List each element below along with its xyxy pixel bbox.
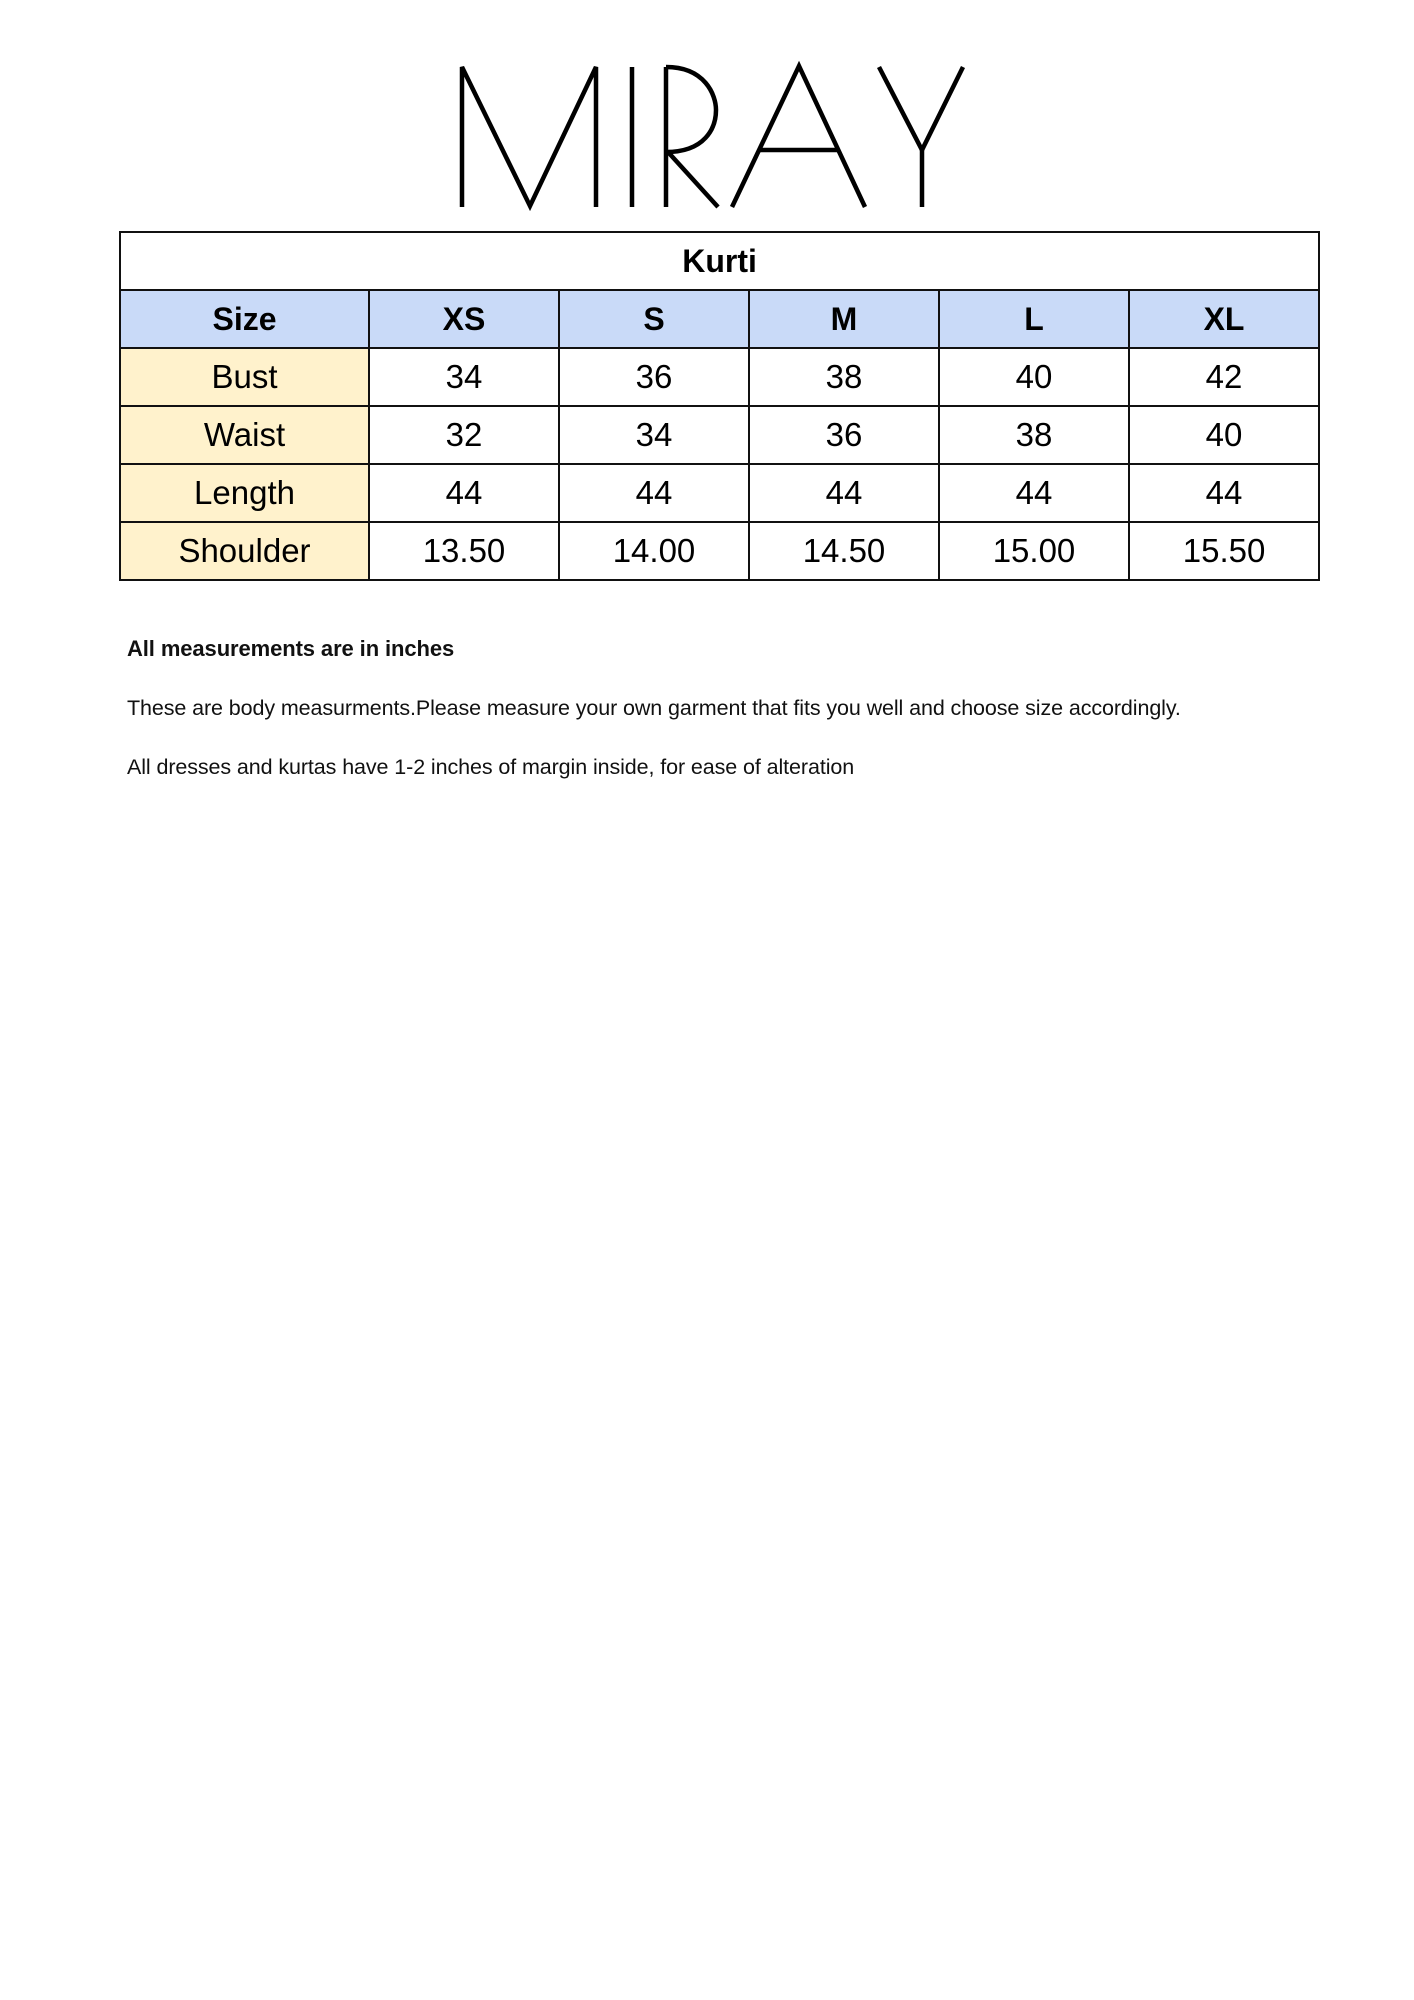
cell-value: 14.00 [559, 522, 749, 580]
header-size-xs: XS [369, 290, 559, 348]
header-size-label: Size [120, 290, 369, 348]
table-row-bust [120, 348, 1319, 406]
logo-letter-m [462, 67, 596, 207]
cell-value: 44 [939, 464, 1129, 522]
cell-value: 14.50 [749, 522, 939, 580]
cell-value: 44 [749, 464, 939, 522]
miray-logo-mark [450, 60, 974, 215]
cell-value: 42 [1129, 348, 1319, 406]
cell-value: 38 [939, 406, 1129, 464]
header-size-xl: XL [1129, 290, 1319, 348]
brand-logo [450, 60, 974, 215]
table-title: Kurti [120, 232, 1319, 290]
table-row-waist [120, 406, 1319, 464]
table-header-row [120, 290, 1319, 348]
cell-value: 36 [749, 406, 939, 464]
cell-value: 15.00 [939, 522, 1129, 580]
size-notes [127, 636, 1327, 780]
table-row-length [120, 464, 1319, 522]
cell-value: 38 [749, 348, 939, 406]
cell-value: 44 [1129, 464, 1319, 522]
cell-value: 36 [559, 348, 749, 406]
unit-note: All measurements are in inches [127, 636, 455, 661]
margin-note: All dresses and kurtas have 1-2 inches of margin inside, for ease of alteration [127, 755, 855, 779]
logo-letter-r [666, 67, 718, 207]
row-label: Waist [120, 406, 369, 464]
body-measurement-note: These are body measurments.Please measure your own garment that fits you well and choose size accordingly. [127, 696, 1181, 720]
cell-value: 13.50 [369, 522, 559, 580]
cell-value: 44 [559, 464, 749, 522]
cell-value: 40 [939, 348, 1129, 406]
cell-value: 32 [369, 406, 559, 464]
row-label: Shoulder [120, 522, 369, 580]
table-title-row [120, 232, 1319, 290]
size-chart-table [119, 231, 1320, 581]
table-row-shoulder [120, 522, 1319, 580]
cell-value: 44 [369, 464, 559, 522]
logo-letter-a [732, 66, 865, 207]
cell-value: 40 [1129, 406, 1319, 464]
logo-letter-y [879, 67, 963, 207]
header-size-m: M [749, 290, 939, 348]
header-size-s: S [559, 290, 749, 348]
cell-value: 34 [369, 348, 559, 406]
row-label: Bust [120, 348, 369, 406]
cell-value: 15.50 [1129, 522, 1319, 580]
row-label: Length [120, 464, 369, 522]
header-size-l: L [939, 290, 1129, 348]
cell-value: 34 [559, 406, 749, 464]
